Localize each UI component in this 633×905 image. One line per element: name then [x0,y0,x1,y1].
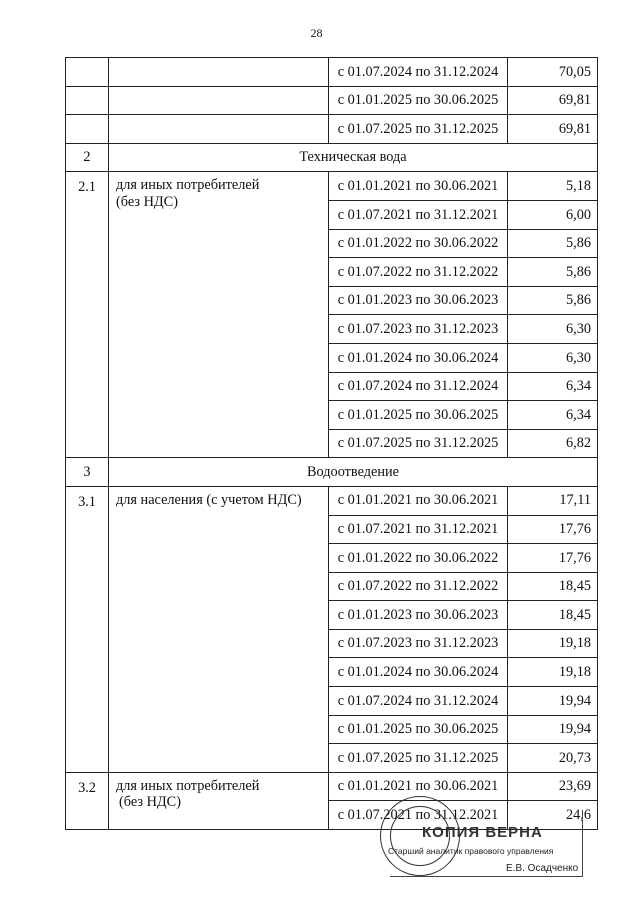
tariff-value-cell: 17,76 [508,544,598,573]
tariff-value-cell: 6,30 [508,343,598,372]
stamp-signer: Е.В. Осадченко [506,863,579,874]
tariff-value-cell: 18,45 [508,601,598,630]
period-cell: с 01.01.2025 по 30.06.2025 [329,715,508,744]
period-cell: с 01.07.2025 по 31.12.2025 [329,115,508,144]
tariff-value-cell: 70,05 [508,58,598,87]
consumer-label: для иных потребителей [116,777,260,794]
tariff-value-cell: 6,00 [508,200,598,229]
period-cell: с 01.07.2023 по 31.12.2023 [329,315,508,344]
section-number: 3 [66,458,109,487]
tariff-value-cell: 19,94 [508,715,598,744]
tariff-value-cell: 5,86 [508,229,598,258]
period-cell: с 01.07.2025 по 31.12.2025 [329,744,508,773]
consumer-cell: для населения (с учетом НДС) [109,486,329,772]
period-cell: с 01.01.2022 по 30.06.2022 [329,229,508,258]
period-cell: с 01.01.2025 по 30.06.2025 [329,401,508,430]
certification-stamp [366,790,584,885]
tariff-value-cell: 5,86 [508,258,598,287]
tariff-value-cell: 19,18 [508,629,598,658]
row-number-cell [66,115,109,144]
tariff-value-cell: 24,6 [508,801,598,830]
period-cell: с 01.07.2022 по 31.12.2022 [329,258,508,287]
consumer-cell [109,115,329,144]
tariff-value-cell: 5,18 [508,172,598,201]
stamp-position: Старший аналитик правового управления [388,846,554,856]
tariff-value-cell: 18,45 [508,572,598,601]
section-header-row [66,143,598,172]
period-cell: с 01.01.2022 по 30.06.2022 [329,544,508,573]
period-cell: с 01.01.2024 по 30.06.2024 [329,658,508,687]
period-cell: с 01.01.2023 по 30.06.2023 [329,286,508,315]
section-number: 2 [66,143,109,172]
period-cell: с 01.01.2025 по 30.06.2025 [329,86,508,115]
table-row [66,86,598,115]
period-cell: с 01.07.2025 по 31.12.2025 [329,429,508,458]
tariff-value-cell: 69,81 [508,86,598,115]
consumer-label: для иных потребителей (без НДС) [116,177,260,210]
period-cell: с 01.07.2024 по 31.12.2024 [329,58,508,87]
row-number-cell: 3.2 [66,772,109,829]
page-number: 28 [310,26,323,40]
table-row [66,486,598,515]
tariff-value-cell: 17,11 [508,486,598,515]
period-cell: с 01.07.2021 по 31.12.2021 [329,801,508,830]
consumer-cell [109,172,329,458]
tariff-value-cell: 5,86 [508,286,598,315]
period-cell: с 01.01.2021 по 30.06.2021 [329,486,508,515]
period-cell: с 01.07.2022 по 31.12.2022 [329,572,508,601]
period-cell: с 01.01.2023 по 30.06.2023 [329,601,508,630]
table-row [66,58,598,87]
stamp-title: КОПИЯ ВЕРНА [422,824,543,841]
tariff-value-cell: 20,73 [508,744,598,773]
period-cell: с 01.07.2024 по 31.12.2024 [329,372,508,401]
row-number-cell: 2.1 [66,172,109,458]
tariff-value-cell: 6,82 [508,429,598,458]
period-cell: с 01.07.2023 по 31.12.2023 [329,629,508,658]
section-title: Техническая вода [109,143,598,172]
tariff-value-cell: 23,69 [508,772,598,801]
consumer-cell [109,58,329,87]
row-number-cell: 3.1 [66,486,109,772]
period-cell: с 01.01.2021 по 30.06.2021 [329,772,508,801]
section-title: Водоотведение [109,458,598,487]
consumer-cell [109,86,329,115]
tariff-value-cell: 6,34 [508,401,598,430]
tariff-value-cell: 17,76 [508,515,598,544]
consumer-cell [109,772,329,829]
tariff-value-cell: 6,34 [508,372,598,401]
tariff-table [65,57,598,830]
period-cell: с 01.07.2021 по 31.12.2021 [329,200,508,229]
consumer-label: (без НДС) [119,794,181,811]
period-cell: с 01.07.2021 по 31.12.2021 [329,515,508,544]
table-row [66,172,598,201]
period-cell: с 01.01.2021 по 30.06.2021 [329,172,508,201]
tariff-value-cell: 6,30 [508,315,598,344]
period-cell: с 01.01.2024 по 30.06.2024 [329,343,508,372]
table-row [66,115,598,144]
row-number-cell [66,58,109,87]
period-cell: с 01.07.2024 по 31.12.2024 [329,687,508,716]
tariff-value-cell: 69,81 [508,115,598,144]
tariff-value-cell: 19,18 [508,658,598,687]
section-header-row [66,458,598,487]
tariff-value-cell: 19,94 [508,687,598,716]
row-number-cell [66,86,109,115]
